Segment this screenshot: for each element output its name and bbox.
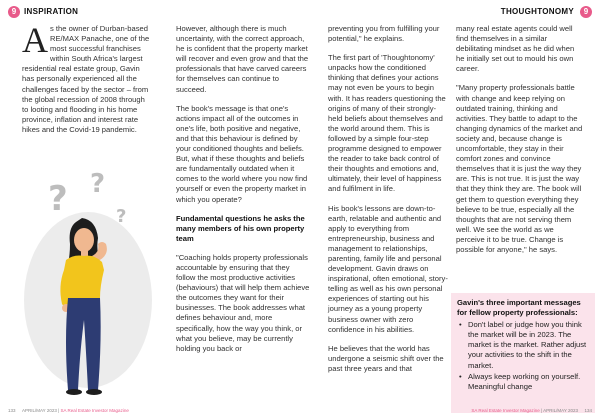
list-item: • Don't label or judge how you think the market will be in 2023. The market is the market. Rather adjust your activities to the shift in the market. — [457, 320, 589, 370]
svg-text:?: ? — [48, 179, 68, 219]
shoe — [66, 389, 82, 395]
article-column-2 — [176, 24, 310, 363]
page-footer — [0, 406, 600, 416]
question-mark-icon — [116, 206, 126, 227]
footer-magazine-name-right: SA Real Estate Investor Magazine — [471, 408, 540, 413]
section-number-badge-left: 9 — [8, 6, 20, 18]
footer-magazine-name-left: SA Real Estate Investor Magazine — [60, 408, 129, 413]
intro-paragraph — [22, 20, 152, 135]
section-title-right: THOUGHTONOMY — [500, 7, 574, 16]
key-messages-box — [451, 293, 595, 413]
woman-thinking-illustration — [18, 170, 156, 410]
paragraph: He believes that the world has undergone a seismic shift over the past three years and that — [328, 343, 444, 373]
shoe — [86, 389, 102, 395]
subheading: Fundamental questions he asks the many members of his own property team — [176, 213, 305, 243]
paragraph: "Many property professionals battle with change and keep relying on outdated training, thinking and activities. They battle to adapt to the changing dynamics of the market and society and, because change is uncomfortable, they stay in their comfort zones and convince themselves that it is just the way they are. This is not true. It is just the way that they think they are. The book will get them to question everything they believe to be true, especially all the thoughts that are not serving them well. We see the world as we perceive it to be true. Change is possible for anyone," he says. — [456, 83, 583, 254]
paragraph: His book's lessons are down-to-earth, relatable and authentic and apply to everything from entrepreneurship, business and management to relationships, parenting, family life and personal development. Gavin draws on inspirational, often emotional, story-telling as well as his own personal experiences of starting out his journey as a young property business owner with zero confidence in his abilities. — [328, 203, 448, 334]
svg-text:?: ? — [90, 170, 106, 199]
article-column-4 — [456, 24, 584, 264]
section-title-left: INSPIRATION — [24, 7, 79, 16]
svg-text:?: ? — [116, 206, 127, 227]
paragraph: preventing you from fulfilling your potential," he explains. — [328, 24, 440, 44]
yellow-shirt — [64, 256, 104, 299]
intro-text: s the owner of Durban-based RE/MAX Panache, one of the most successful franchises within South Africa's largest residential real estate group, Gavin has personally experienced all the challenges faced by the sector – from the global recession of 2008 through to looting and flooding in his home province, inflation and interest rate hikes and the Covid-19 pandemic. — [22, 24, 150, 134]
list-item: • Always keep working on yourself. Meaningful change — [457, 372, 589, 392]
paragraph: The book's message is that one's actions impact all of the outcomes in one's life, both positive and negative, and that this behaviour is defined by your conditioned thoughts and beliefs. But, what if these thoughts and beliefs are fundamentally outdated when it comes to the world where you now find yourself or even the property market in which you operate? — [176, 103, 308, 204]
paragraph: The first part of 'Thoughtonomy' unpacks how the conditioned thinking that defines your actions may not even be yours to begin with. It has readers questioning the origins of many of their strongly-held beliefs about themselves and the world around them. This is followed by a simple four-step programme designed to empower the reader to take back control of their thoughts and emotions and, ultimately, their level of happiness and fulfilment in life. — [328, 53, 446, 194]
paragraph: "Coaching holds property professionals accountable by ensuring that they follow the most productive activities (behaviours) that will help them achieve the outcomes they want for their businesses. The book addresses what defines behaviour and, more specifically, how the way you think, or what you believe, may be currently holding you back or — [176, 252, 310, 353]
article-column-1 — [22, 20, 152, 144]
face — [74, 228, 94, 252]
article-column-3 — [328, 24, 448, 383]
page-number-left: 133 — [8, 408, 16, 413]
footer-issue-right: SA Real Estate Investor Magazine | APRIL/MAY 2023 — [471, 408, 578, 413]
page-number-right: 134 — [584, 408, 592, 413]
drop-cap: A — [22, 20, 48, 60]
section-number-badge-right: 9 — [580, 6, 592, 18]
key-messages-title: Gavin's three important messages for fellow property professionals: — [457, 298, 581, 318]
paragraph: many real estate agents could well find themselves in a similar debilitating mindset as he did when he initially set out to mould his own career. — [456, 24, 575, 74]
question-mark-icon — [48, 179, 68, 219]
question-mark-icon — [90, 170, 105, 199]
paragraph: However, although there is much uncertainty, with the correct approach, he is confident that the property market will recover and even grow and that the professionals that have carved careers for themselves can continue to succeed. — [176, 24, 309, 94]
page-header — [0, 6, 600, 20]
footer-issue-left: APRIL/MAY 2023 | SA Real Estate Investor Magazine — [22, 408, 129, 413]
key-messages-list — [457, 320, 589, 392]
